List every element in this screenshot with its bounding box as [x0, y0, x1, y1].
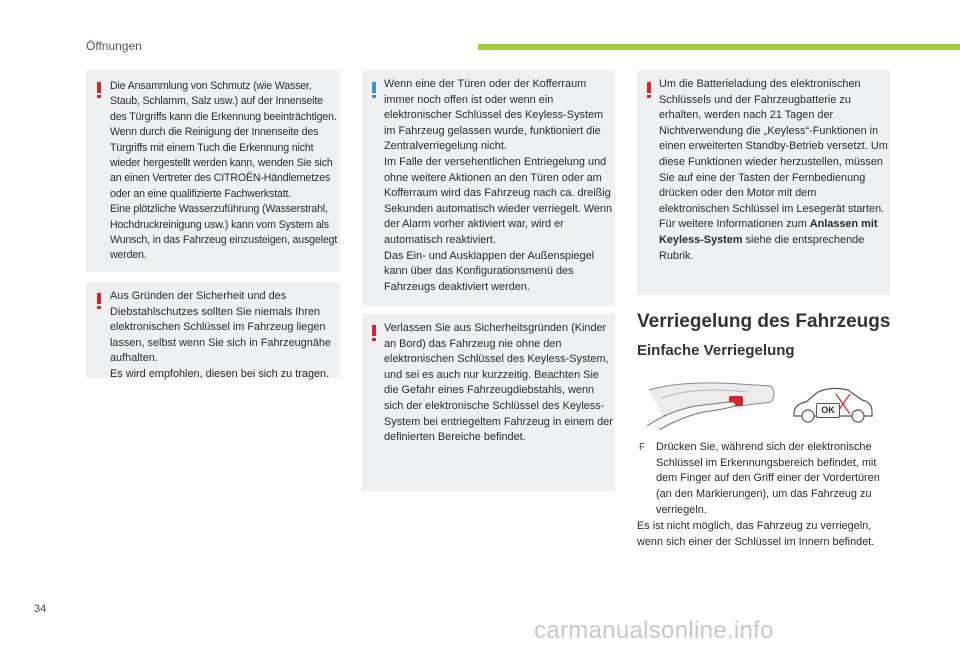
bullet-icon: F — [639, 442, 646, 453]
warning-icon — [97, 293, 101, 308]
info-text-relock: Im Falle der versehentlichen Entriegelung und ohne weitere Aktionen an den Türen oder am Kofferraum wird das Fahrzeug nach ca. dreißig Sekunden automatisch wieder verriegelt. Wenn der Alarm vorher aktiviert war, wird er automatisch reaktiviert. — [384, 155, 613, 246]
section-header-bar — [478, 44, 960, 50]
note-text: Es ist nicht möglich, das Fahrzeug zu verriegeln, wenn sich einer der Schlüssel im Innern befindet. — [637, 520, 875, 548]
info-box-central-locking — [362, 70, 615, 306]
section-label: Öffnungen — [86, 39, 142, 53]
section-heading: Verriegelung des Fahrzeugs — [637, 311, 891, 332]
warning-box-security — [86, 282, 340, 378]
warning-box-battery — [637, 70, 890, 295]
warning-text-children: Verlassen Sie aus Sicherheitsgründen (Kinder an Bord) das Fahrzeug nie ohne den elektronischen Schlüssel des Keyless-System, und sei es auch nur kurzzeitig. Beachten Sie die Gefahr eines Fahrzeugdiebstahls, wenn sich der elektronische Schlüssel des Keyless-System bei entriegeltem Fahrzeug in einem der definierten Bereiche befindet. — [384, 322, 613, 444]
ok-badge: OK — [816, 403, 840, 418]
door-handle-illustration — [643, 376, 779, 430]
warning-text-key: Aus Gründen der Sicherheit und des Diebstahlschutzes sollten Sie niemals Ihren elektronischen Schlüssel im Fahrzeug liegen lassen, selbst wenn Sie sich in Fahrzeugnähe aufhalten. — [110, 290, 331, 365]
info-icon — [372, 82, 376, 97]
warning-text-water: Eine plötzliche Wasserzuführung (Wasserstrahl, Hochdruckreinigung usw.) kann vom System als Wunsch, in das Fahrzeug einzusteigen, ausgelegt werden. — [110, 203, 338, 262]
info-text-mirrors: Das Ein- und Ausklappen der Außenspiegel kann über das Konfigurationsmenü des Fahrzeugs deaktiviert werden. — [384, 249, 595, 293]
info-text-doors: Wenn eine der Türen oder der Kofferraum immer noch offen ist oder wenn ein elektronischer Schlüssel des Keyless-System im Fahrzeug gelassen wurde, funktioniert die Zentralverriegelung nicht. — [384, 78, 604, 153]
page-number: 34 — [34, 603, 47, 615]
warning-box-dirt — [86, 70, 340, 272]
warning-text-dirt: Die Ansammlung von Schmutz (wie Wasser, Staub, Schlamm, Salz usw.) auf der Innenseite des Türgriffs kann die Erkennung beeinträchtigen. Wenn durch die Reinigung der Innenseite des Türgriffs mit einem Tuch die Erkennung nicht wieder hergestellt werden kann, wenden Sie sich an einen Vertreter des CITROËN-Händlernetzes oder an eine qualifizierte Fachwerkstatt. — [110, 80, 337, 200]
warning-icon — [97, 82, 101, 97]
reference-link-text: Anlassen mit Keyless-System — [659, 218, 878, 246]
warning-box-children — [362, 314, 615, 491]
subsection-heading: Einfache Verriegelung — [637, 342, 795, 359]
watermark: carmanualsonline.info — [534, 617, 774, 644]
warning-icon — [372, 325, 376, 340]
warning-text-battery: Um die Batterieladung des elektronischen Schlüssels und der Fahrzeugbatterie zu erhalten, werden nach 21 Tagen der Nichtverwendung die „Keyless“-Funktionen in einen erweiterten Standby-Betrieb versetzt. Um diese Funktionen wieder herzustellen, müssen Sie auf eine der Tasten der Fernbedienung drücken oder den Motor mit dem elektronischen Schlüssel im Lesegerät starten. — [659, 78, 888, 215]
instruction-text: Drücken Sie, während sich der elektronische Schlüssel im Erkennungsbereich befindet, mit dem Finger auf den Griff einer der Vordertüren (an den Markierungen), um das Fahrzeug zu verriegeln. — [656, 441, 880, 516]
warning-icon — [647, 82, 651, 97]
warning-text-reference: Für weitere Informationen zum Anlassen mit Keyless-System siehe die entsprechende Rubrik. — [659, 218, 878, 262]
warning-text-carry: Es wird empfohlen, diesen bei sich zu tragen. — [110, 367, 330, 380]
